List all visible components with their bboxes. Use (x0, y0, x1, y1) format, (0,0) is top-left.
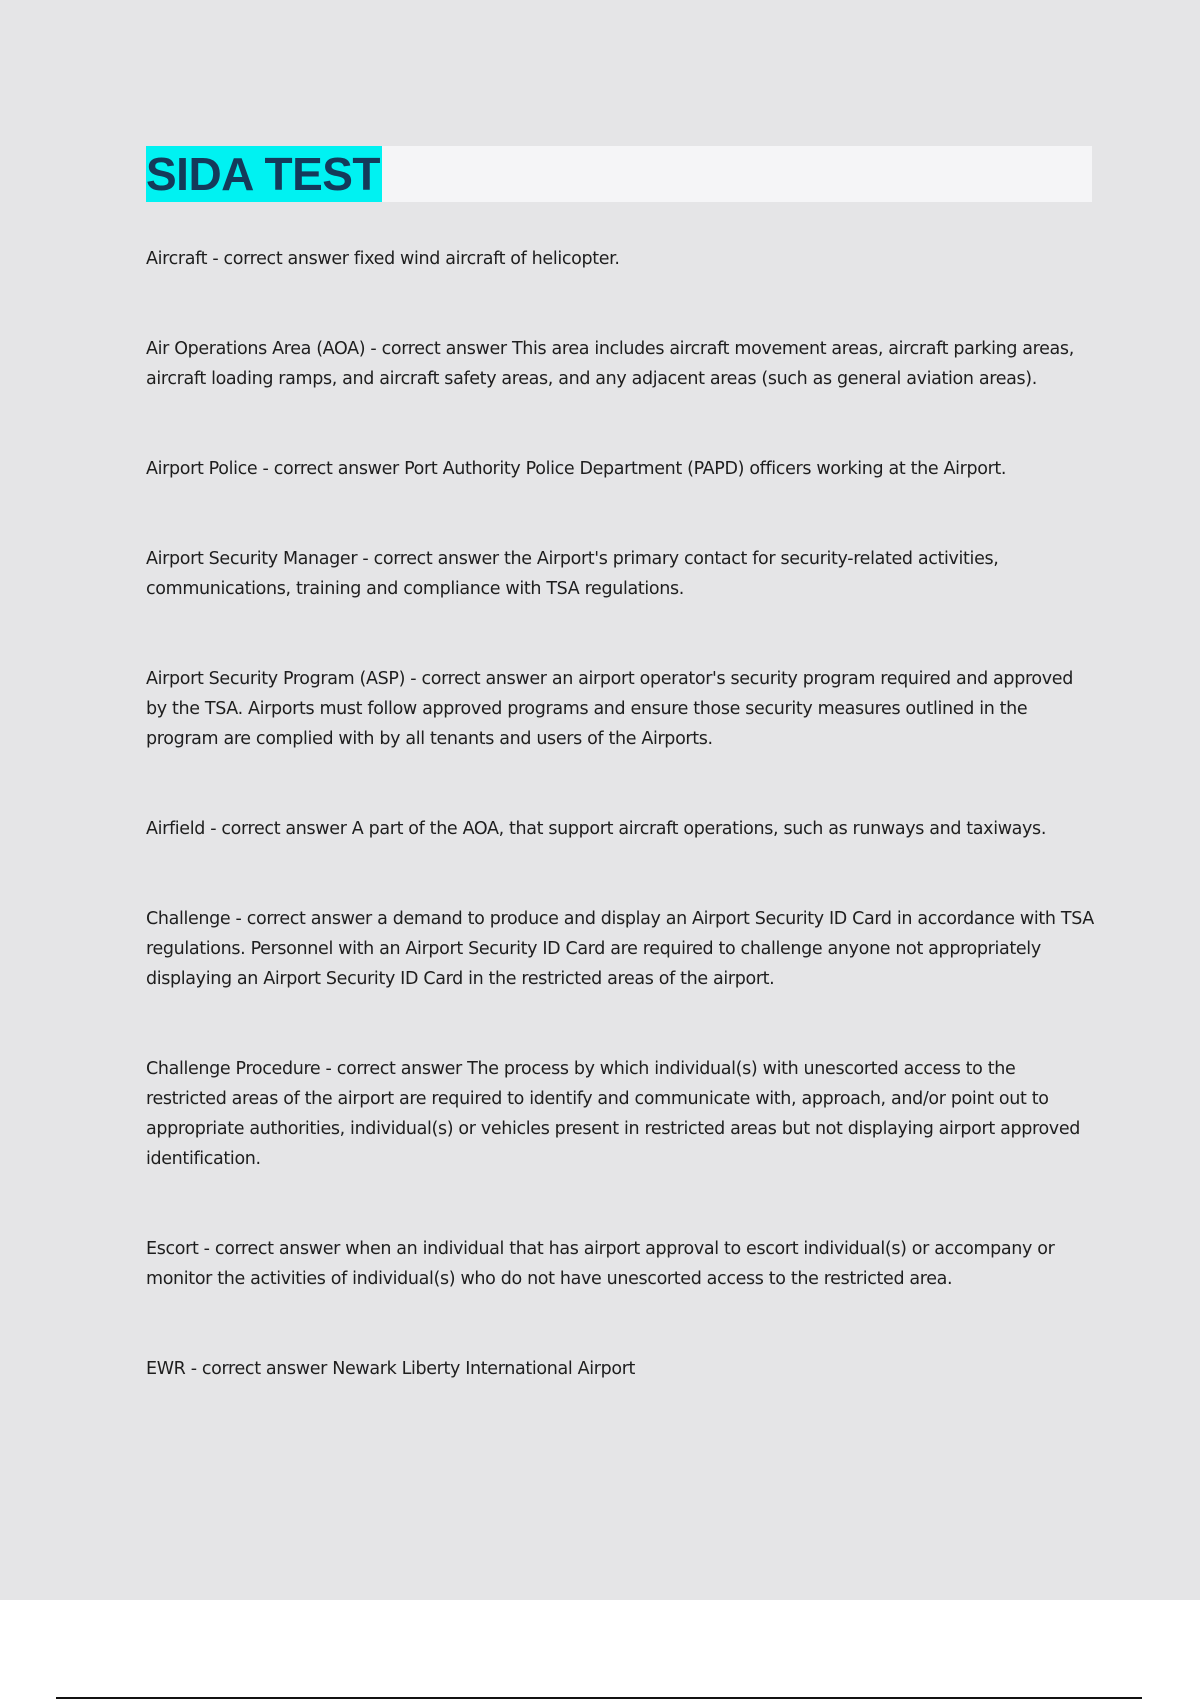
entry-term: EWR - (146, 1359, 202, 1379)
entry-answer-marker: correct answer (201, 1359, 328, 1379)
glossary-entry (146, 814, 1096, 844)
title-bar (146, 146, 1092, 202)
entry-term: Airfield - (146, 819, 221, 839)
entry-answer-marker: correct answer (214, 1239, 341, 1259)
entry-definition: A part of the AOA, that support aircraft operations, such as runways and taxiways. (351, 819, 1047, 839)
glossary-entry (146, 334, 1096, 394)
entry-answer-marker: correct answer (421, 669, 547, 689)
entry-definition: when an individual that has airport approval to escort individual(s) or accompany or monitor the activities of individual(s) who do not have unescorted access to the restricted area. (146, 1239, 1055, 1289)
entry-answer-marker: correct answer (336, 1059, 462, 1079)
glossary-list (146, 244, 1096, 1444)
entry-definition: Newark Liberty International Airport (332, 1359, 636, 1379)
entry-definition: a demand to produce and display an Airport Security ID Card in accordance with TSA regulations. Personnel with an Airport Security ID Card are required to challenge anyone not appropriately displaying an Airport Security ID Card in the restricted areas of the airport. (146, 909, 1094, 989)
glossary-entry (146, 664, 1096, 754)
entry-answer-marker: correct answer (273, 459, 399, 479)
glossary-entry (146, 1234, 1096, 1294)
glossary-entry (146, 1354, 1096, 1384)
entry-definition: Port Authority Police Department (PAPD) officers working at the Airport. (404, 459, 1007, 479)
entry-term: Airport Security Manager - (146, 549, 374, 569)
entry-definition: an airport operator's security program required and approved by the TSA. Airports must follow approved programs and ensure those security measures outlined in the program are complied with by all tenants and users of the Airports. (146, 669, 1073, 749)
entry-answer-marker: correct answer (381, 339, 507, 359)
entry-term: Airport Police - (146, 459, 274, 479)
entry-term: Challenge - (146, 909, 247, 929)
entry-term: Aircraft - (146, 249, 224, 269)
entry-definition: This area includes aircraft movement areas, aircraft parking areas, aircraft loading ramps, and aircraft safety areas, and any adjacent areas (such as general aviation areas). (146, 339, 1074, 389)
entry-term: Challenge Procedure - (146, 1059, 337, 1079)
entry-definition: the Airport's primary contact for security-related activities, communications, training and compliance with TSA regulations. (146, 549, 999, 599)
glossary-entry (146, 1054, 1096, 1174)
entry-definition: fixed wind aircraft of helicopter. (353, 249, 620, 269)
footer-divider (56, 1697, 1142, 1699)
glossary-entry (146, 904, 1096, 994)
document-title: SIDA TEST (146, 148, 381, 200)
glossary-entry (146, 454, 1096, 484)
entry-answer-marker: correct answer (246, 909, 372, 929)
entry-term: Escort - (146, 1239, 215, 1259)
entry-term: Air Operations Area (AOA) - (146, 339, 382, 359)
entry-answer-marker: correct answer (223, 249, 349, 269)
glossary-entry (146, 244, 1096, 274)
entry-term: Airport Security Program (ASP) - (146, 669, 421, 689)
entry-definition: The process by which individual(s) with unescorted access to the restricted areas of the airport are required to identify and communicate with, approach, and/or point out to appropriate authorities, individual(s) or vehicles present in restricted areas but not displaying airport approved identification. (146, 1059, 1080, 1169)
entry-answer-marker: correct answer (373, 549, 499, 569)
glossary-entry (146, 544, 1096, 604)
entry-answer-marker: correct answer (221, 819, 347, 839)
